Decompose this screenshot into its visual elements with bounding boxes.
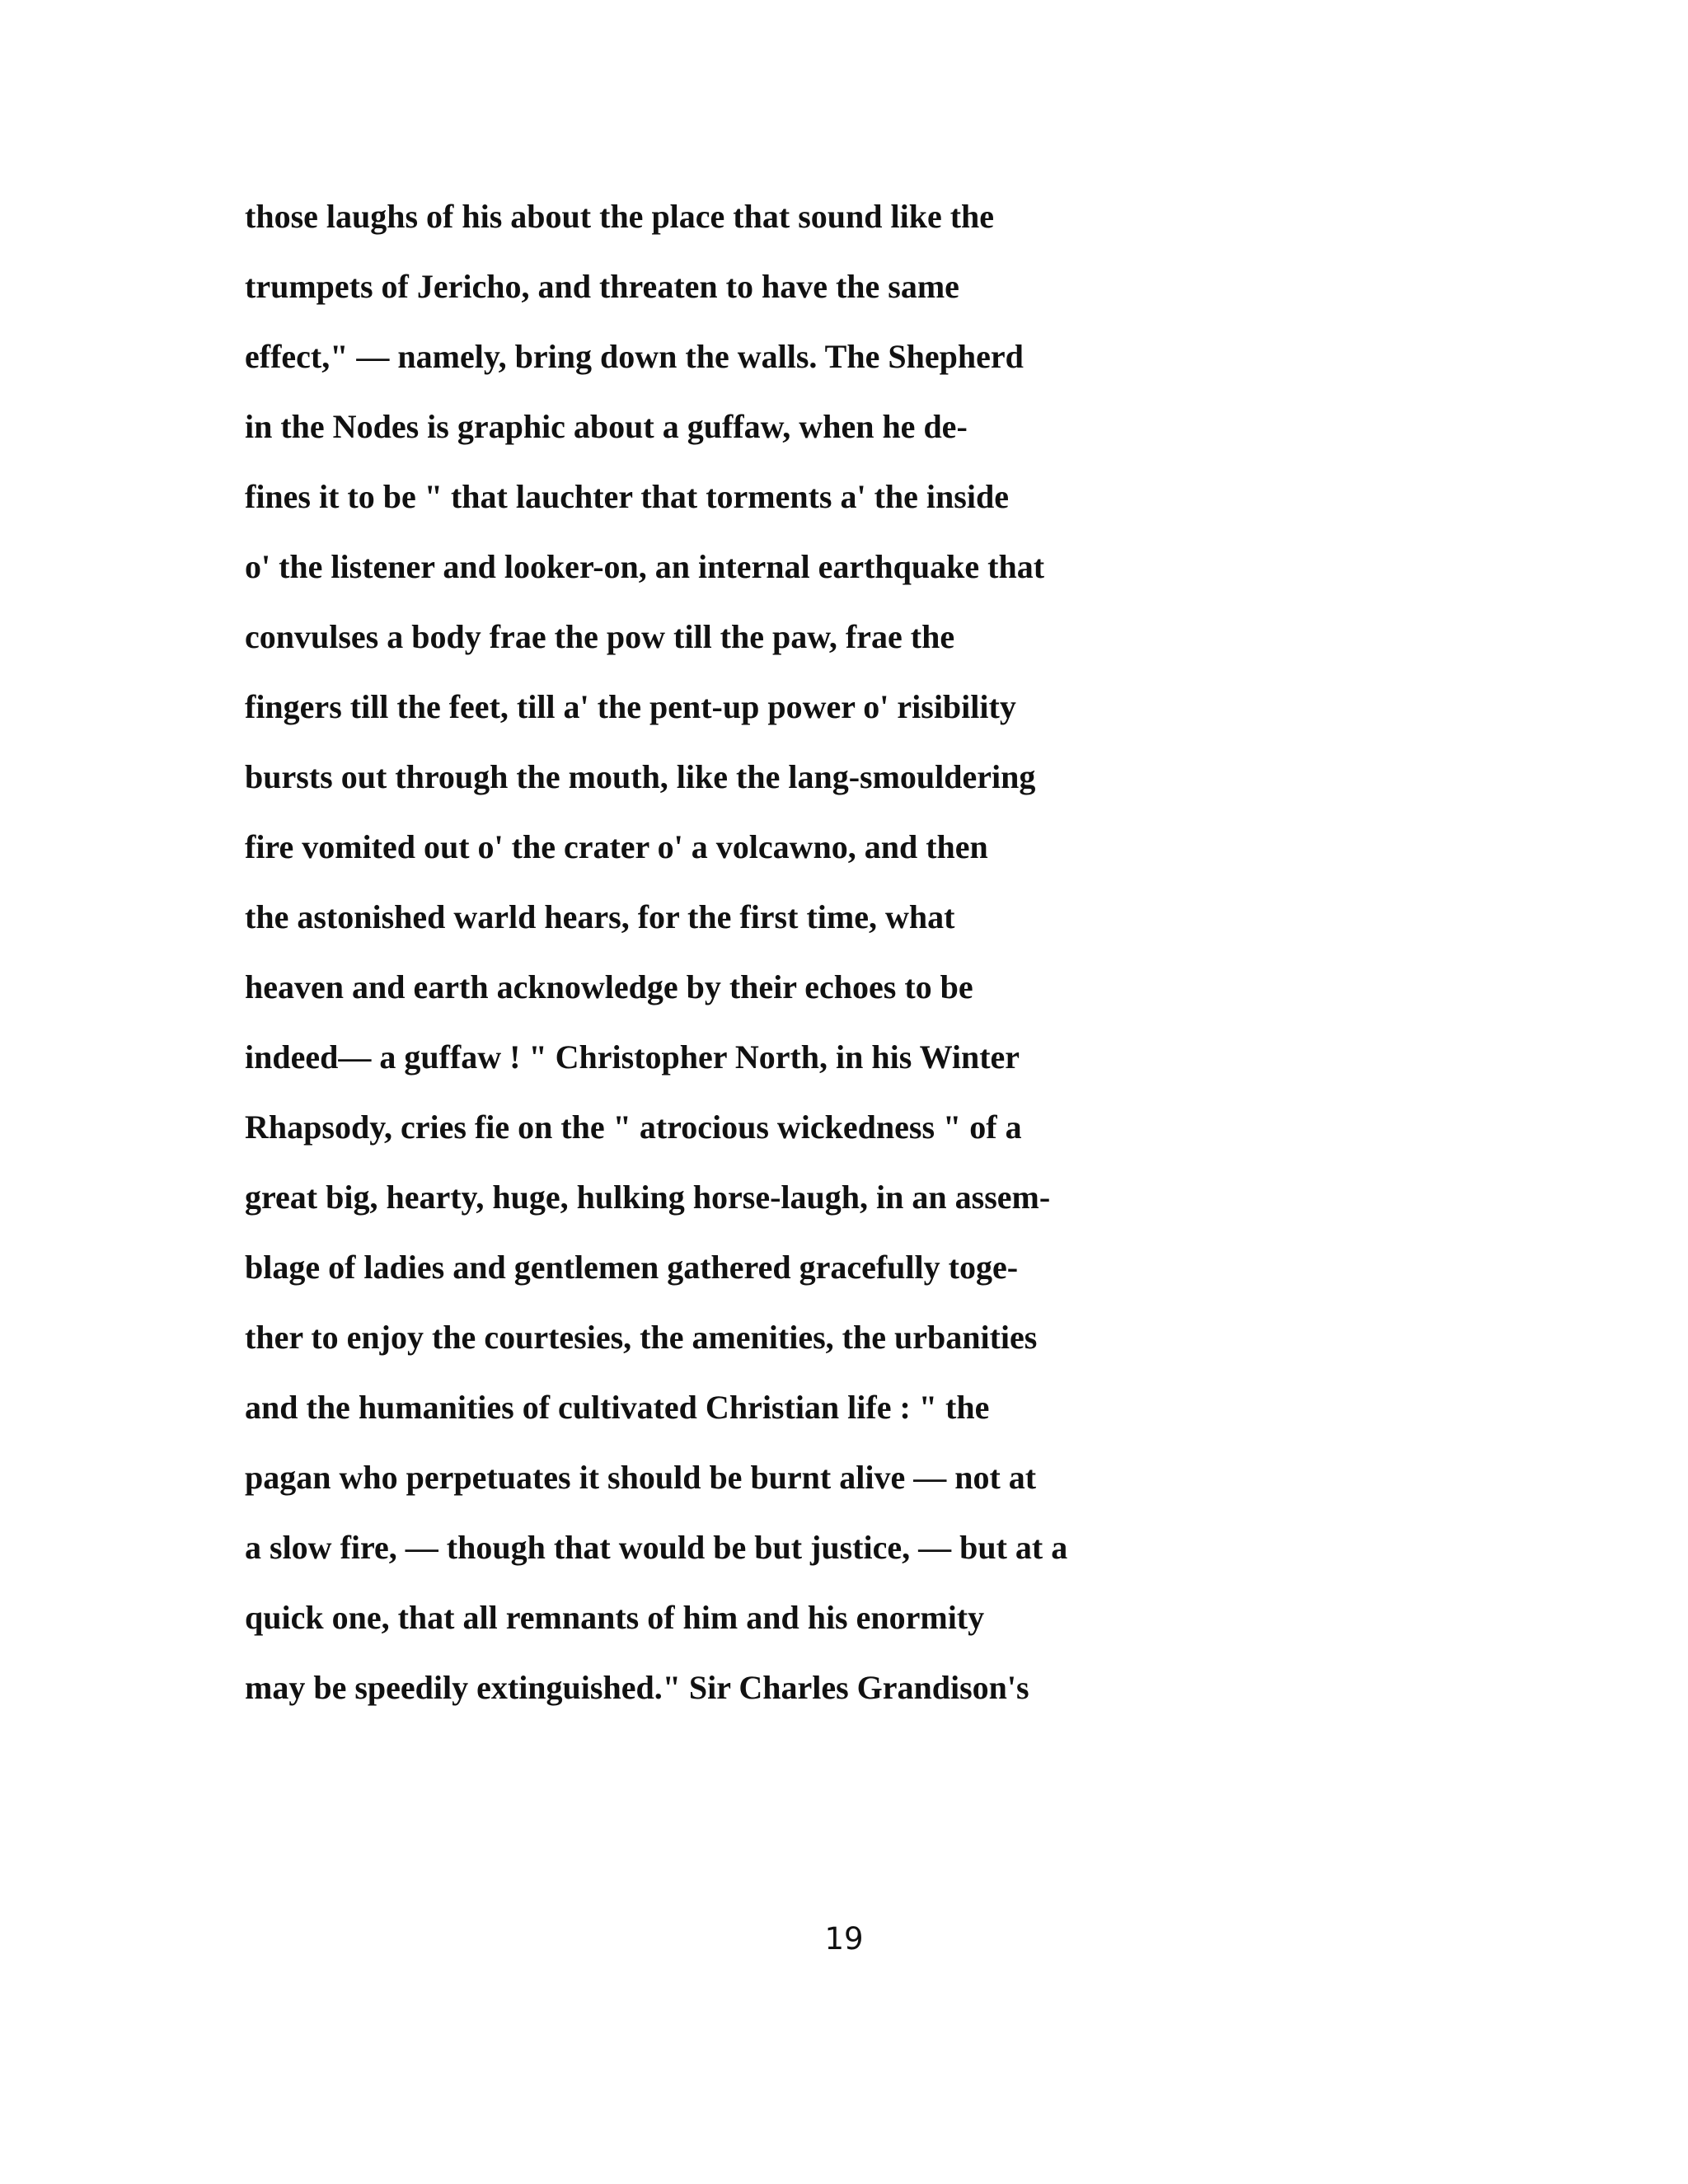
- text-line: fines it to be " that lauchter that torments a' the inside: [245, 478, 1009, 515]
- text-line: bursts out through the mouth, like the lang-smouldering: [245, 758, 1036, 795]
- text-line: o' the listener and looker-on, an internal earthquake that: [245, 548, 1045, 585]
- text-line: effect," — namely, bring down the walls. The Shepherd: [245, 338, 1024, 375]
- text-line: fire vomited out o' the crater o' a volcawno, and then: [245, 828, 988, 865]
- text-line: ther to enjoy the courtesies, the amenities, the urbanities: [245, 1319, 1038, 1356]
- text-line: may be speedily extinguished." Sir Charles Grandison's: [245, 1669, 1029, 1706]
- text-line: quick one, that all remnants of him and his enormity: [245, 1599, 985, 1636]
- text-line: great big, hearty, huge, hulking horse-laugh, in an assem-: [245, 1179, 1051, 1216]
- text-line: those laughs of his about the place that sound like the: [245, 198, 995, 235]
- text-line: Rhapsody, cries fie on the " atrocious wickedness " of a: [245, 1108, 1022, 1146]
- text-line: indeed— a guffaw ! " Christopher North, in his Winter: [245, 1038, 1020, 1076]
- text-line: fingers till the feet, till a' the pent-up power o' risibility: [245, 688, 1016, 725]
- text-line: trumpets of Jericho, and threaten to have the same: [245, 268, 959, 305]
- page-number: 19: [824, 1921, 864, 1957]
- text-line: and the humanities of cultivated Christian life : " the: [245, 1389, 990, 1426]
- body-text: [245, 192, 1415, 1733]
- text-line: heaven and earth acknowledge by their echoes to be: [245, 968, 973, 1005]
- text-line: blage of ladies and gentlemen gathered gracefully toge-: [245, 1249, 1019, 1286]
- text-line: the astonished warld hears, for the first time, what: [245, 898, 955, 935]
- text-line: in the Nodes is graphic about a guffaw, when he de-: [245, 408, 968, 445]
- text-line: a slow fire, — though that would be but justice, — but at a: [245, 1529, 1068, 1566]
- text-line: convulses a body frae the pow till the paw, frae the: [245, 618, 955, 655]
- text-line: pagan who perpetuates it should be burnt alive — not at: [245, 1459, 1037, 1496]
